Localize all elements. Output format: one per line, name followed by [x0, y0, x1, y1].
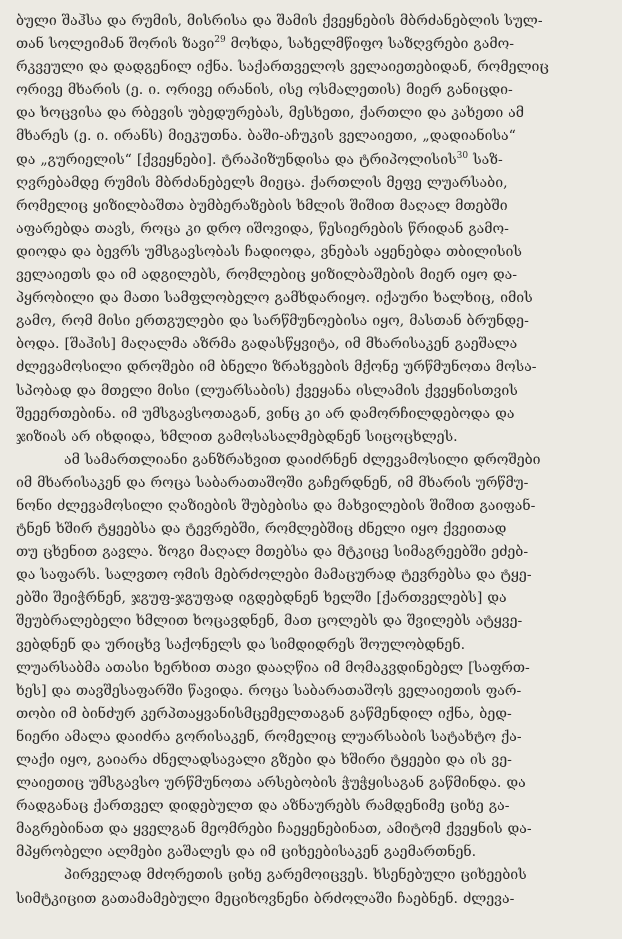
footnote-marker: 29 — [214, 35, 226, 46]
text-line: ხეს] და თავშესაფარში წავიდა. როცა საბარათაშოს ველაიეთის ფარ- — [16, 682, 522, 699]
text-line: დიოდა და ბევრს უმსგავსობას ჩადიოდა, ვნებას აყენებდა თბილისის — [16, 243, 522, 260]
text-line: ბოდა. [შაჰის] მაღალმა აზრმა გადასწყვიტა, იმ მხარისაკენ გაეშალა — [16, 336, 518, 353]
text-line: ბული შაჰსა და რუმის, მისრისა და შამის ქვეყნების მბრძანებლის სულ- — [16, 13, 543, 29]
document-body — [16, 10, 608, 911]
text-line: მხარეს (ე. ი. ირანს) მიეკუთნა. ბაში-აჩუკის ველაიეთი, „დადიანისა“ — [16, 128, 516, 145]
paragraph-1 — [16, 10, 608, 449]
text-line: იმ მხარისაკენ და როცა საბარათაშოში გაჩერდნენ, იმ მხარის ურწმუ- — [16, 474, 529, 491]
text-line: გამო, რომ მისი ერთგულები და სარწმუნოებისა იყო, მასთან ბრუნდე- — [16, 313, 529, 330]
text-line: სიმტკიცით გათამამებული მეციხოვნენი ბრძოლაში ჩაებნენ. ძლევა- — [16, 890, 515, 907]
text-line: ვებდნენ და ურიცხვ საქონელს და სიმდიდრეს შოულობდნენ. — [16, 636, 466, 653]
footnote-marker: 30 — [456, 150, 469, 161]
text-line: ამ სამართლიანი განზრახვით დაიძრნენ ძლევამოსილი დროშები — [64, 451, 541, 468]
text-line: ღვრებამდე რუმის მბრძანებელს მიეცა. ქართლის მეფე ლუარსაბი, — [16, 174, 508, 191]
paragraph-2 — [16, 449, 608, 865]
text-line: და საფარს. სალვთო ომის მებრძოლები მამაცურად ტევრებსა და ტყე- — [16, 567, 532, 584]
text-line: ნიერი ამალა დაიძრა გორისაკენ, რომელიც ლუარსაბის სატახტო ქა- — [16, 728, 522, 745]
text-line: ლაქი იყო, გაიარა ძნელადსავალი გზები და ხშირი ტყეები და ის ვე- — [16, 752, 512, 768]
text-line: შეეერთებინა. იმ უმსგავსოთაგან, ვინც კი არ დამორჩილდებოდა და — [16, 405, 515, 422]
text-line: ორივე მხარის (ე. ი. ორივე ირანის, ისე ოსმალეთის) მიერ განიცდი- — [16, 82, 513, 99]
text-line: სპობად და მთელი მისი (ლუარსაბის) ქვეყანა ისლამის ქვეყნისთვის — [16, 382, 518, 399]
text-line: და ხოცვისა და რბევის უბედურებას, მესხეთი, ქართლი და კახეთი ამ — [16, 105, 525, 122]
text-line: მპყრობელი ალმები გაშალეს და იმ ციხეებისაკენ გაემართნენ. — [16, 844, 477, 861]
text-line: ჯიზიას არ იხდიდა, ხმლით გამოსასალმებდნენ სიცოცხლეს. — [16, 428, 458, 445]
text-line: პირველად მძორეთის ციხე გარემოიცვეს. ხსენებული ციხეების — [64, 867, 527, 884]
text-line: ნონი ძლევამოსილი ღაზიების შუბებისა და მახვილების შიშით გაიფან- — [16, 497, 536, 514]
text-line: მაგრებინათ და ყველგან მეომრები ჩაეყენებინათ, ამიტომ ქვეყნის და- — [16, 821, 532, 838]
text-line: შეუბრალებელი ხმლით ხოცავდნენ, მათ ცოლებს და შვილებს ატყვე- — [16, 613, 523, 630]
paragraph-3 — [16, 864, 608, 910]
text-line: თუ ცხენით გავლა. ზოგი მაღალ მთებსა და მტკიცე სიმაგრეებში ეძებ- — [16, 544, 529, 561]
text-line: პყრობილი და მათი სამფლობელო გამხდარიყო. იქაური ხალხიც, იმის — [16, 290, 533, 307]
text-line: ებში შეიჭრნენ, ჯგუფ-ჯგუფად იგდებდნენ ხელში [ქართველებს] და — [16, 590, 507, 607]
text-line: ველაიეთს და იმ ადგილებს, რომლებიც ყიზილბაშების მიერ იყო და- — [16, 267, 517, 284]
text-line: ლაიეთიც უმსგავსო ურწმუნოთა არსებობის ჭუჭყისაგან გაწმინდა. და — [16, 775, 526, 792]
text-line: რომელიც ყიზილბაშთა ბუმბერაზების ხმლის შიშით მაღალ მთებში — [16, 197, 508, 214]
text-line: ტნენ ხშირ ტყეებსა და ტევრებში, რომლებშიც ძნელი იყო ქვეითად — [16, 521, 507, 538]
text-line: აფარებდა თავს, როცა კი დრო იშოვიდა, წესიერების წრიდან გამო- — [16, 220, 509, 237]
text-line: რადგანაც ქართველ დიდებულთ და აზნაურებს რამდენიმე ციხე გა- — [16, 798, 510, 815]
text-line: რკვეული და დადგენილ იქნა. საქართველოს ველაიეთებიდან, რომელიც — [16, 59, 549, 76]
text-line: ძლევამოსილი დროშები იმ ბნელი ზრახვების მქონე ურწმუნოთა მოსა- — [16, 359, 537, 376]
text-line: თობი იმ ბინძურ კერპთაყვანისმცემელთაგან გაწმენდილ იქნა, ბედ- — [16, 705, 512, 722]
text-line: და „გურიელის“ [ქვეყნები]. ტრაპიზუნდისა და ტრიპოლისის$^{30}$ საზ- — [16, 150, 503, 168]
text-line: ლუარსაბმა ათასი ხერხით თავი დააღწია იმ მომაკვდინებელ [საფრთ- — [16, 659, 530, 676]
text-line: თან სოლეიმან შორის ზავი$^{29}$ მოხდა, სახელმწიფო საზღვრები გამო- — [16, 35, 514, 53]
